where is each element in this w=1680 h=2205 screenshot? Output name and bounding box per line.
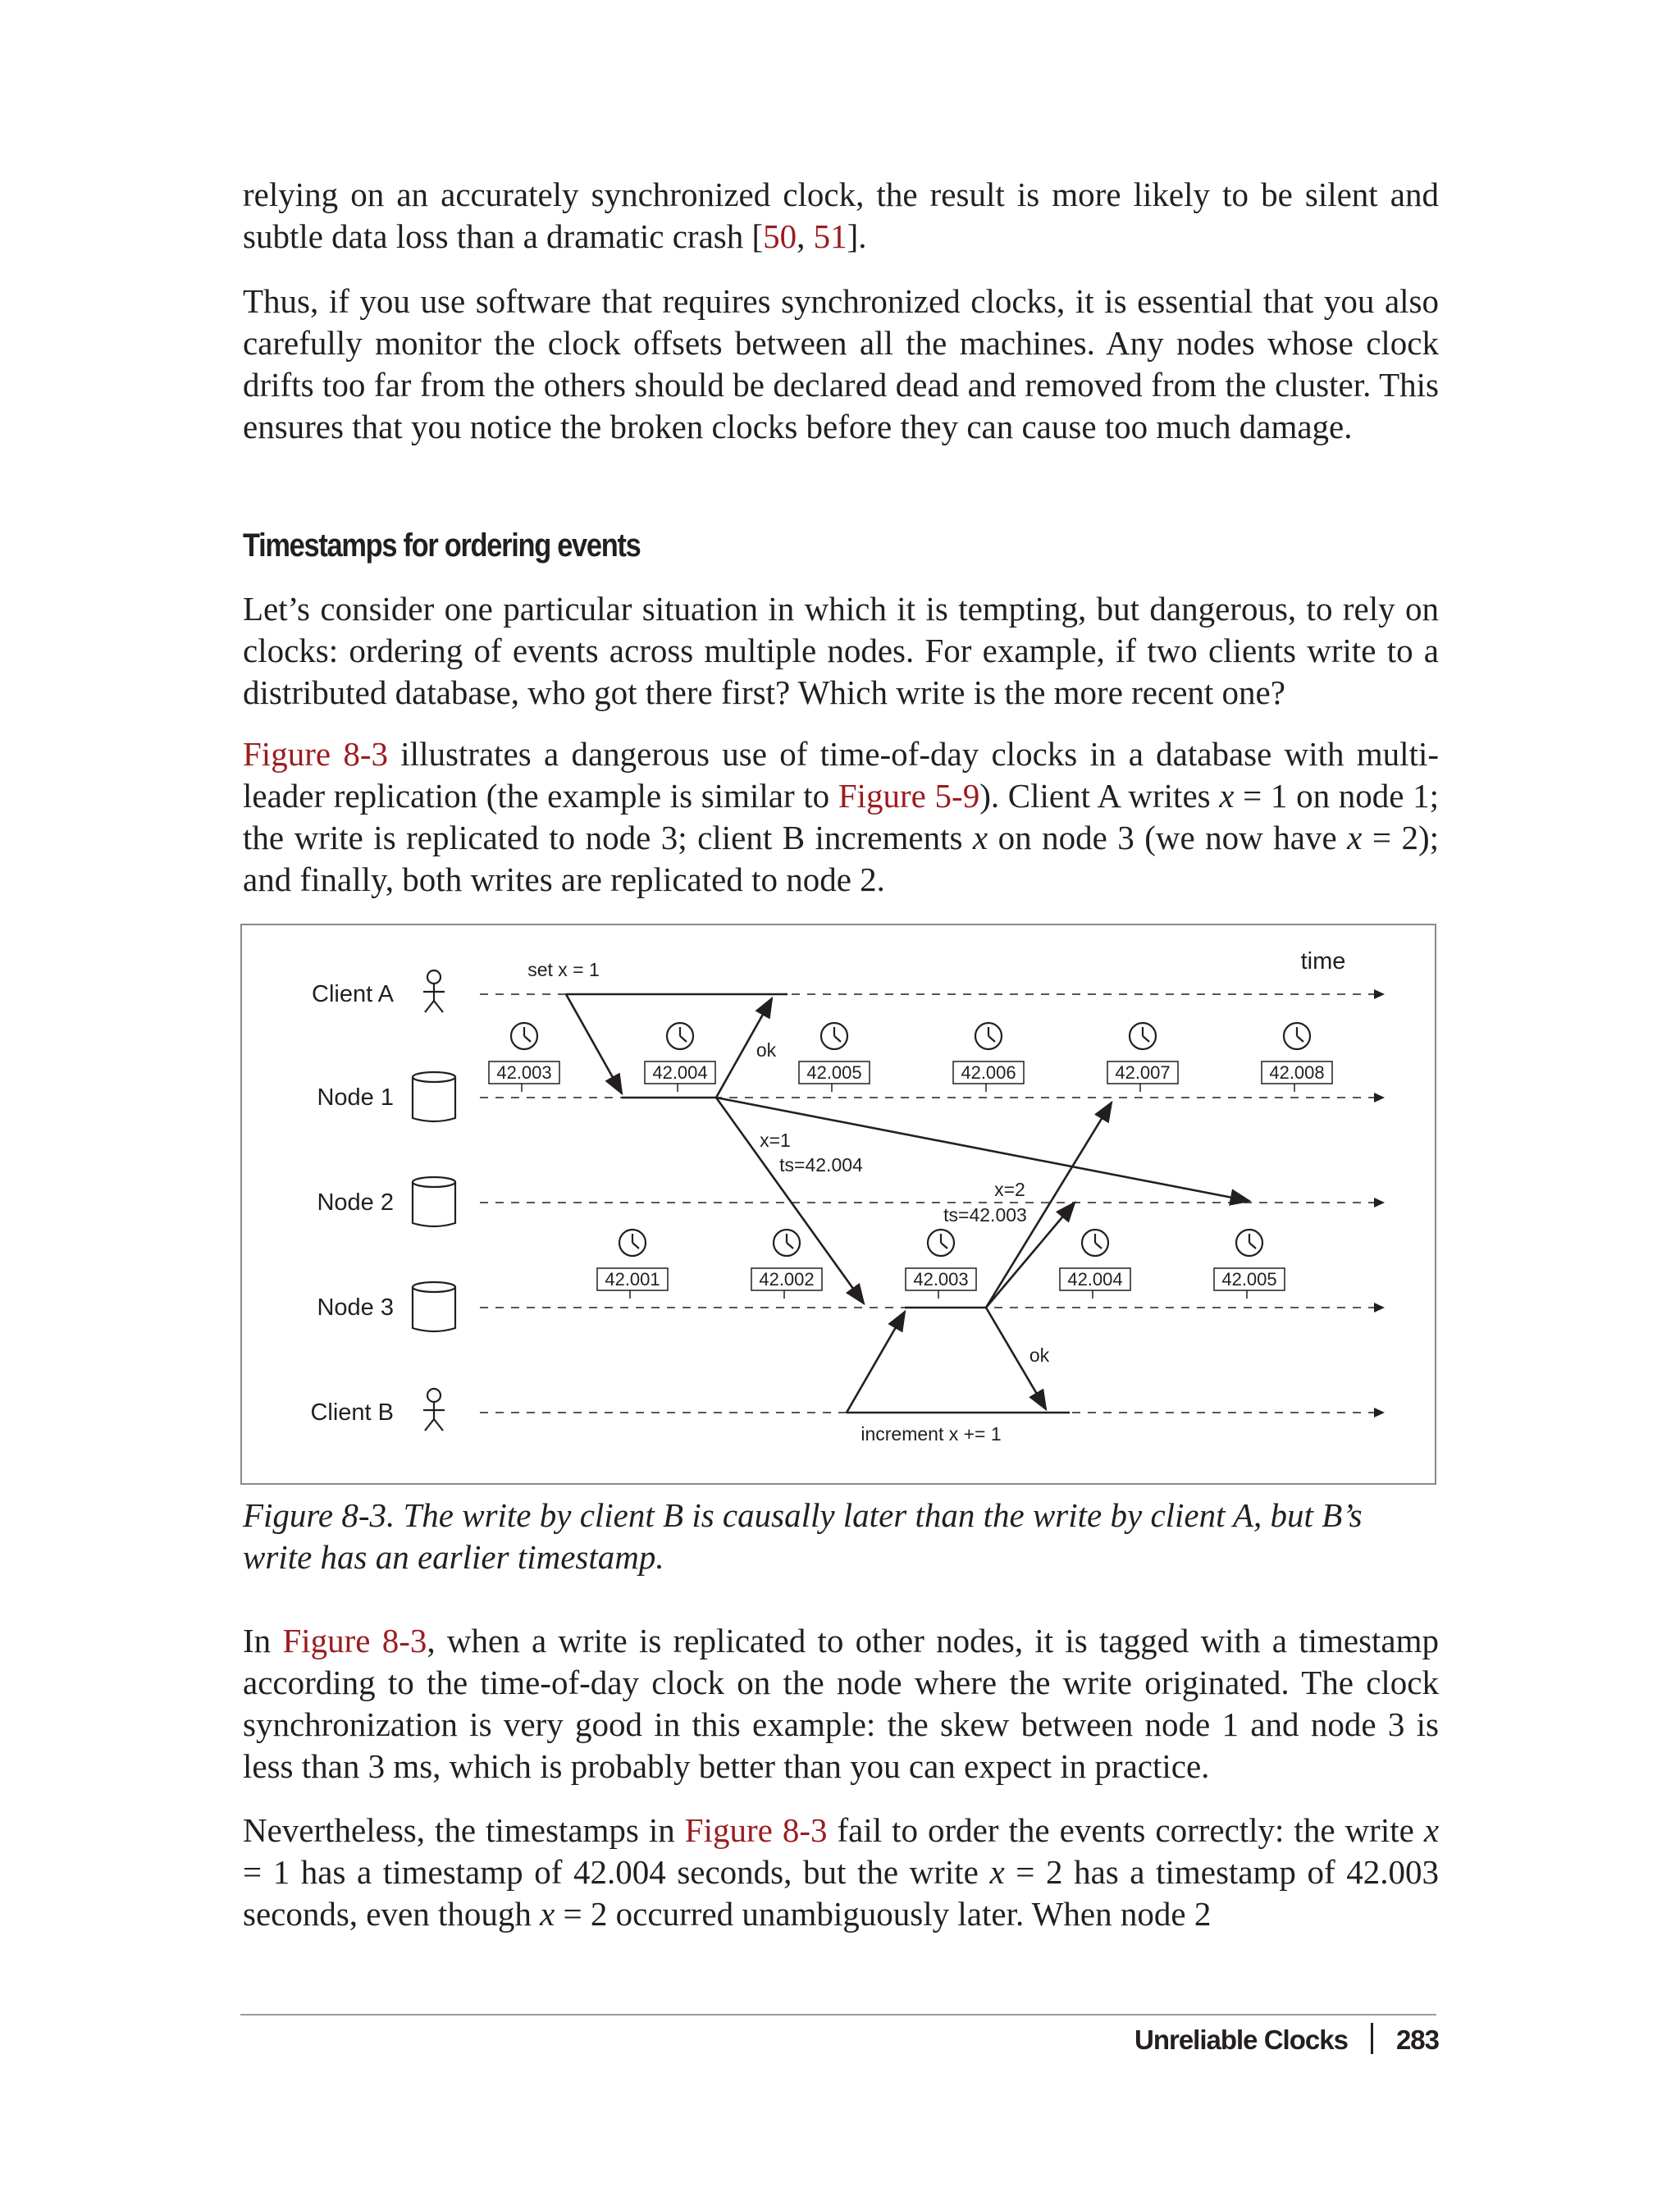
clock-icon: [511, 1023, 537, 1049]
node3-clock-2: [751, 1230, 822, 1299]
message-ts-42003-label: ts=42.003: [943, 1204, 1027, 1226]
figure-caption: Figure 8-3. The write by client B is causally later than the write by client A, but B’s write has an earlier timestamp.: [243, 1496, 1363, 1576]
figure-link-8-3[interactable]: Figure 8-3: [243, 735, 388, 773]
footer-divider: [240, 2014, 1436, 2016]
clock-reading: 42.003: [913, 1269, 969, 1290]
node1-clock-2: [645, 1023, 715, 1092]
person-icon: [423, 970, 445, 1012]
clock-reading: 42.005: [806, 1062, 862, 1083]
clock-icon: [1284, 1023, 1310, 1049]
paragraph-6: Nevertheless, the timestamps in Figure 8-3 fail to order the events correctly: the write x = 1 has a timestamp of 42.004 seconds, but the write x = 2 has a timestamp of 42.003 seconds, even though x = 2 occurred unambiguously later. When node 2: [243, 1811, 1440, 1933]
citation-link-51[interactable]: 51: [813, 217, 847, 255]
increment-label: increment x += 1: [861, 1423, 1002, 1445]
node1-clock-6: [1262, 1023, 1332, 1092]
node3-clock-4: [1060, 1230, 1130, 1299]
clock-icon: [667, 1023, 693, 1049]
node3-clock-5: [1214, 1230, 1285, 1299]
sequence-diagram: [242, 925, 1435, 1483]
person-icon: [423, 1389, 445, 1431]
timeline-arrow-icon: [1374, 1198, 1385, 1208]
clock-reading: 42.007: [1115, 1062, 1171, 1083]
clock-reading: 42.008: [1269, 1062, 1325, 1083]
clock-icon: [774, 1230, 800, 1256]
clock-reading: 42.004: [652, 1062, 708, 1083]
node1-clock-4: [953, 1023, 1024, 1092]
message-x2-label: x=2: [994, 1179, 1025, 1200]
timeline-arrow-icon: [1374, 1093, 1385, 1102]
figure-link-5-9[interactable]: Figure 5-9: [838, 777, 980, 815]
paragraph-2: Thus, if you use software that requires synchronized clocks, it is essential that you also carefully monitor the clock offsets between all the machines. Any nodes whose clock drifts too far from the others should be declared dead and removed from the cluster. This ensures that you notice the broken clocks before they can cause too much damage.: [243, 282, 1439, 445]
running-section-title: Unreliable Clocks: [1134, 2025, 1348, 2055]
figure-link-8-3[interactable]: Figure 8-3: [684, 1811, 828, 1849]
clock-icon: [1082, 1230, 1108, 1256]
set-x-label: set x = 1: [527, 959, 600, 980]
figure-8-3: [240, 924, 1436, 1485]
time-label: time: [1300, 948, 1346, 975]
clock-reading: 42.002: [759, 1269, 815, 1290]
timeline-arrow-icon: [1374, 1408, 1385, 1418]
paragraph-4: Figure 8-3 illustrates a dangerous use of time-of-day clocks in a database with multi-leader replication (the example is similar to Figure 5-9). Client A writes x = 1 on node 1; the write is replicated to node 3; client B increments x on node 3 (we now have x = 2); and finally, both writes are replicated to node 2.: [243, 735, 1440, 898]
clock-icon: [975, 1023, 1002, 1049]
paragraph-1: relying on an accurately synchronized clock, the result is more likely to be silent and subtle data loss than a dramatic crash [50, 51].: [243, 176, 1439, 255]
footer-separator: [1371, 2023, 1373, 2054]
clock-reading: 42.006: [961, 1062, 1016, 1083]
timeline-arrow-icon: [1374, 989, 1385, 999]
ok-label-bottom: ok: [1029, 1344, 1050, 1366]
clock-reading: 42.001: [605, 1269, 660, 1290]
lane-label-node-2: Node 2: [317, 1189, 394, 1216]
clock-icon: [619, 1230, 646, 1256]
message-ts-42004-label: ts=42.004: [779, 1154, 863, 1176]
set-x1-request-arrow: [566, 994, 622, 1093]
figure-link-8-3[interactable]: Figure 8-3: [282, 1622, 427, 1659]
clock-icon: [928, 1230, 954, 1256]
increment-request-arrow: [847, 1312, 905, 1413]
node1-clock-5: [1107, 1023, 1178, 1092]
section-heading: Timestamps for ordering events: [243, 527, 641, 564]
clock-icon: [821, 1023, 847, 1049]
clock-icon: [1236, 1230, 1262, 1256]
paragraph-5: In Figure 8-3, when a write is replicated to other nodes, it is tagged with a timestamp according to the time-of-day clock on the node where the write originated. The clock synchronization is very good in this example: the skew between node 1 and node 3 is less than 3 ms, which is probably better than you can expect in practice.: [243, 1622, 1440, 1785]
clock-reading: 42.004: [1067, 1269, 1123, 1290]
replicate-node1-to-node2-arrow: [716, 1098, 1249, 1201]
ok-label-top: ok: [756, 1039, 777, 1061]
clock-icon: [1130, 1023, 1156, 1049]
database-icon: [413, 1072, 455, 1121]
node3-clock-3: [906, 1230, 976, 1299]
citation-link-50[interactable]: 50: [763, 217, 797, 255]
node1-clock-3: [799, 1023, 870, 1092]
lane-label-client-b: Client B: [310, 1399, 394, 1426]
node3-clock-1: [597, 1230, 668, 1299]
database-icon: [413, 1177, 455, 1226]
page-number: 283: [1395, 2025, 1439, 2055]
node1-clock-1: [489, 1023, 559, 1092]
lane-label-node-3: Node 3: [317, 1294, 394, 1321]
database-icon: [413, 1282, 455, 1331]
paragraph-3: Let’s consider one particular situation in which it is tempting, but dangerous, to rely on clocks: ordering of events across multiple nodes. For example, if two clients write to a distributed database, who got there first? Which write is the more recent one?: [243, 590, 1439, 711]
lane-label-node-1: Node 1: [317, 1084, 394, 1111]
timeline-arrow-icon: [1374, 1303, 1385, 1312]
clock-reading: 42.005: [1221, 1269, 1277, 1290]
message-x1-label: x=1: [760, 1130, 791, 1151]
page-footer: [1134, 2023, 1439, 2056]
lane-label-client-a: Client A: [312, 981, 394, 1007]
clock-reading: 42.003: [496, 1062, 552, 1083]
